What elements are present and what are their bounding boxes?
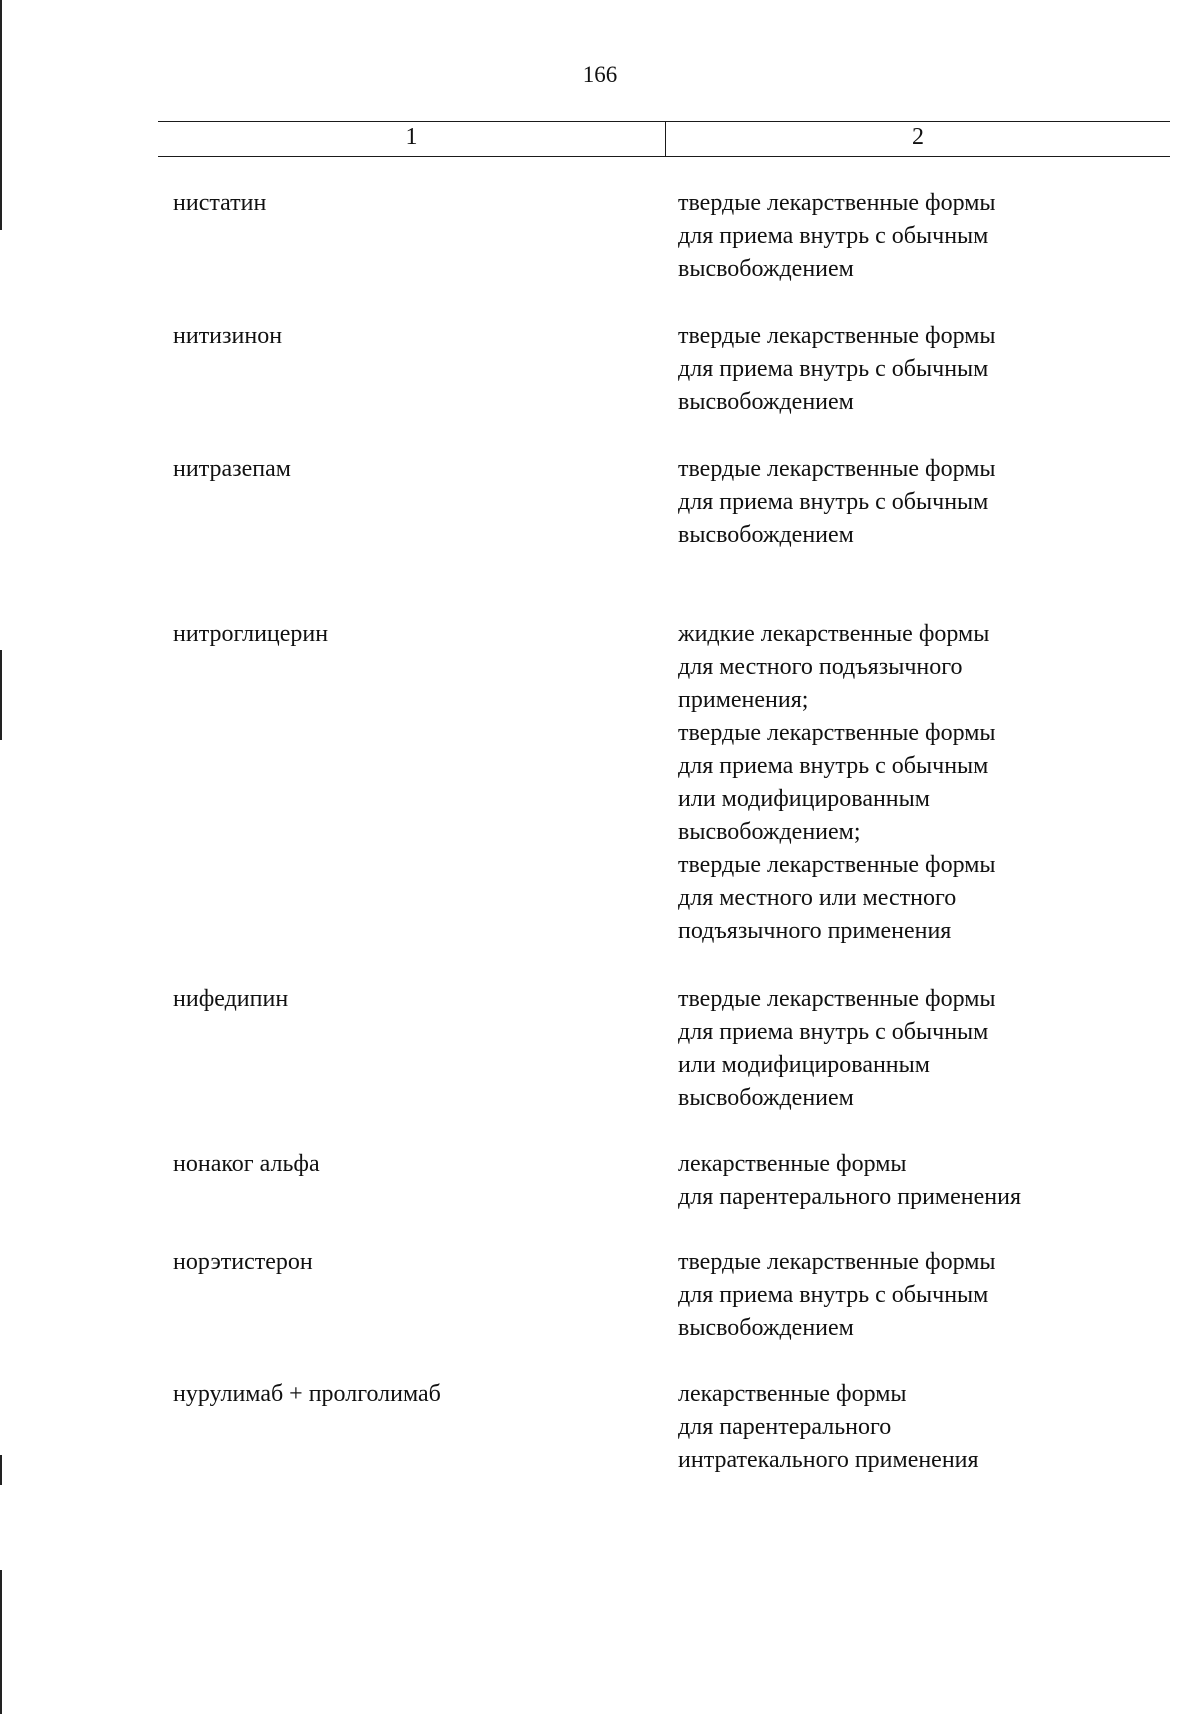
drug-name: нитроглицерин: [173, 621, 329, 647]
dosage-form-line: или модифицированным: [678, 786, 930, 812]
scan-edge-mark: [0, 1570, 2, 1714]
drug-name: норэтистерон: [173, 1249, 313, 1275]
dosage-forms: [678, 320, 1198, 419]
drug-name: нитизинон: [173, 323, 283, 349]
dosage-forms: [678, 453, 1198, 552]
dosage-form-line: твердые лекарственные формы: [678, 1249, 996, 1275]
dosage-form-line: для местного или местного: [678, 885, 957, 911]
dosage-form-line: твердые лекарственные формы: [678, 323, 996, 349]
dosage-form-line: для приема внутрь с обычным: [678, 753, 989, 779]
dosage-form-line: высвобождением: [678, 522, 854, 548]
dosage-form-line: твердые лекарственные формы: [678, 720, 996, 746]
dosage-form-line: для парентерального применения: [678, 1184, 1021, 1210]
scan-edge-mark: [0, 650, 2, 740]
dosage-form-line: для приема внутрь с обычным: [678, 489, 989, 515]
dosage-form-line: твердые лекарственные формы: [678, 190, 996, 216]
dosage-form-line: жидкие лекарственные формы: [678, 621, 990, 647]
drug-name: нитразепам: [173, 456, 291, 482]
dosage-form-line: высвобождением: [678, 1315, 854, 1341]
column-header-1: 1: [405, 124, 418, 150]
table-top-rule: [158, 121, 1170, 122]
scan-edge-mark: [0, 0, 2, 230]
scan-edge-mark: [0, 1455, 2, 1485]
dosage-forms: [678, 1378, 1198, 1477]
dosage-form-line: твердые лекарственные формы: [678, 456, 996, 482]
dosage-form-line: для местного подъязычного: [678, 654, 963, 680]
dosage-form-line: интратекального применения: [678, 1447, 979, 1473]
dosage-form-line: высвобождением;: [678, 819, 861, 845]
dosage-form-line: высвобождением: [678, 1085, 854, 1111]
dosage-form-line: высвобождением: [678, 256, 854, 282]
dosage-form-line: или модифицированным: [678, 1052, 930, 1078]
column-header-2: 2: [912, 124, 924, 150]
dosage-form-line: твердые лекарственные формы: [678, 986, 996, 1012]
drug-name: нонаког альфа: [173, 1151, 320, 1177]
dosage-forms: [678, 1148, 1198, 1214]
dosage-forms: [678, 187, 1198, 286]
drug-name: нистатин: [173, 190, 267, 216]
dosage-form-line: для приема внутрь с обычным: [678, 1019, 989, 1045]
dosage-form-line: для приема внутрь с обычным: [678, 1282, 989, 1308]
dosage-form-line: твердые лекарственные формы: [678, 852, 996, 878]
dosage-form-line: лекарственные формы: [678, 1381, 907, 1407]
dosage-form-line: подъязычного применения: [678, 918, 952, 944]
table-header-rule: [158, 156, 1170, 157]
dosage-form-line: высвобождением: [678, 389, 854, 415]
dosage-form-line: лекарственные формы: [678, 1151, 907, 1177]
drug-name: нифедипин: [173, 986, 289, 1012]
dosage-forms: [678, 1246, 1198, 1345]
dosage-form-line: для приема внутрь с обычным: [678, 356, 989, 382]
dosage-forms: [678, 983, 1198, 1115]
dosage-form-line: для приема внутрь с обычным: [678, 223, 989, 249]
drug-name: нурулимаб + пролголимаб: [173, 1381, 441, 1407]
page-number: 166: [582, 62, 618, 87]
dosage-form-line: применения;: [678, 687, 809, 713]
dosage-form-line: для парентерального: [678, 1414, 892, 1440]
dosage-forms: [678, 618, 1198, 948]
